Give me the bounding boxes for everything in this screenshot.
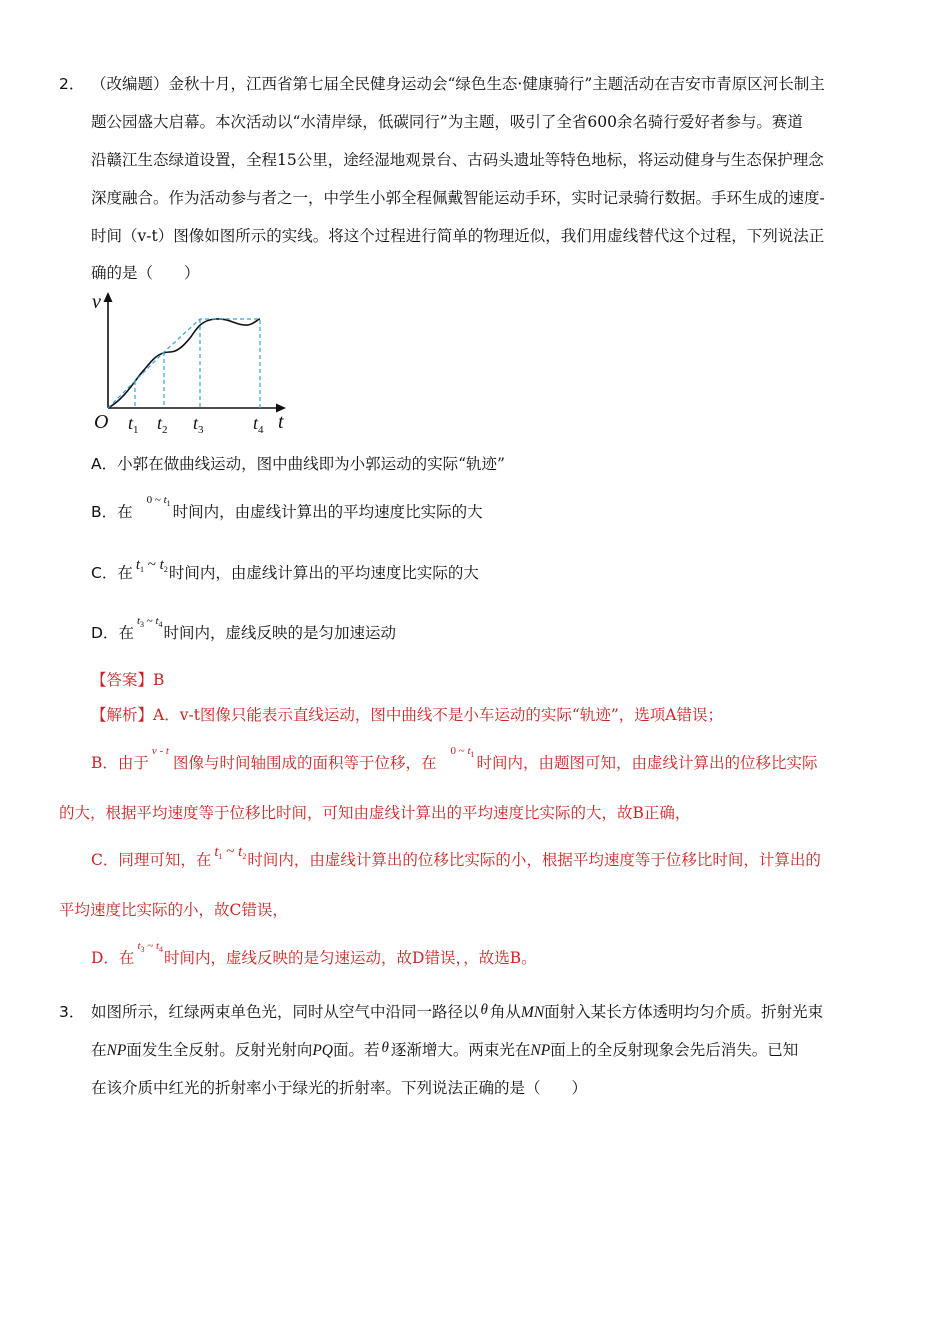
question-2-line-2: 题公园盛大启幕。本次活动以“水清岸绿，低碳同行”为主题，吸引了全省600余名骑行爱好者参与。赛道 bbox=[91, 113, 803, 131]
option-b-letter: B． bbox=[91, 503, 118, 521]
analysis-line-3: 的大，根据平均速度等于位移比时间，可知由虚线计算出的平均速度比实际的大，故B正确， bbox=[59, 804, 691, 822]
y-axis-arrow bbox=[104, 292, 113, 302]
option-d-text: 时间内，虚线反映的是匀加速运动 bbox=[163, 624, 397, 642]
answer: 【答案】B bbox=[91, 671, 165, 689]
tick-t4: $t_4$ bbox=[253, 413, 264, 436]
option-d bbox=[91, 615, 397, 643]
option-c-math: $t_1$ ~ $t_2$ bbox=[135, 557, 168, 574]
tick-t3: $t_3$ bbox=[193, 413, 204, 436]
question-3-line-1: 如图所示，红绿两束单色光，同时从空气中沿同一路径以 θ 角从MN面射入某长方体透明均匀介质。折射光束 bbox=[91, 1002, 824, 1021]
question-3-number: 3． bbox=[59, 1003, 85, 1021]
tick-t1: $t_1$ bbox=[128, 413, 139, 436]
question-3-line-2: 在NP面发生全反射。反射光射向PQ面。若 θ 逐渐增大。两束光在NP面上的全反射现象会先后消失。已知 bbox=[91, 1040, 799, 1059]
analysis-line-5: 平均速度比实际的小，故C错误， bbox=[59, 901, 288, 919]
option-d-pre: 在 bbox=[118, 624, 134, 642]
approx-dashed-line bbox=[108, 319, 260, 408]
option-c-letter: C． bbox=[91, 564, 118, 582]
option-b-text: 时间内，由虚线计算出的平均速度比实际的大 bbox=[172, 503, 483, 521]
option-b-math: 0 ~ t1 bbox=[146, 494, 171, 508]
option-b bbox=[91, 494, 483, 522]
question-3-line-3: 在该介质中红光的折射率小于绿光的折射率。下列说法正确的是（ ） bbox=[91, 1079, 588, 1097]
option-a-letter: A． bbox=[91, 455, 118, 473]
question-2-line-4: 深度融合。作为活动参与者之一，中学生小郭全程佩戴智能运动手环，实时记录骑行数据。手环生成的速度- bbox=[91, 189, 825, 207]
question-2-line-1: （改编题）金秋十月，江西省第七届全民健身运动会“绿色生态·健康骑行”主题活动在吉安市青原区河长制主 bbox=[91, 75, 825, 93]
option-c-pre: 在 bbox=[117, 564, 133, 582]
option-a-text: 小郭在做曲线运动，图中曲线即为小郭运动的实际“轨迹” bbox=[117, 455, 505, 473]
question-2-line-3: 沿赣江生态绿道设置，全程15公里，途经湿地观景台、古码头遗址等特色地标，将运动健身与生态保护理念 bbox=[91, 151, 824, 169]
option-a bbox=[91, 452, 505, 474]
analysis-line-2: B．由于$^{v - t}$图像与时间轴围成的面积等于位移，在$^{0 \sim t_1}$ 时间内，由题图可知，由虚线计算出的位移比实际 bbox=[91, 745, 818, 772]
option-b-pre: 在 bbox=[117, 503, 133, 521]
analysis-line-6: D．在$^{t_3 \sim t_4}$时间内，虚线反映的是匀速运动，故D错误，，故选B。 bbox=[91, 940, 537, 967]
vt-graph bbox=[90, 290, 300, 440]
option-c bbox=[91, 557, 479, 583]
origin-label: O bbox=[94, 411, 109, 433]
x-axis-label: t bbox=[278, 411, 284, 433]
analysis-line-1: 【解析】A．v-t图像只能表示直线运动，图中曲线不是小车运动的实际“轨迹”，选项A错误； bbox=[91, 706, 723, 724]
tick-t2: $t_2$ bbox=[157, 413, 168, 436]
option-d-letter: D． bbox=[91, 624, 119, 642]
actual-curve bbox=[108, 319, 260, 408]
y-axis-label: v bbox=[92, 291, 101, 313]
analysis-line-4: C．同理可知，在 $t_1$ ~ $t_2$时间内，由虚线计算出的位移比实际的小，根据平均速度等于位移比时间，计算出的 bbox=[91, 844, 821, 869]
question-2-line-5: 时间（v-t）图像如图所示的实线。将这个过程进行简单的物理近似，我们用虚线替代这个过程，下列说法正 bbox=[91, 227, 825, 245]
option-c-text: 时间内，由虚线计算出的平均速度比实际的大 bbox=[168, 564, 479, 582]
question-2-number: 2． bbox=[59, 75, 85, 93]
option-d-math: t3 ~ t4 bbox=[136, 615, 163, 629]
question-2-line-6: 确的是（ ） bbox=[91, 264, 200, 282]
